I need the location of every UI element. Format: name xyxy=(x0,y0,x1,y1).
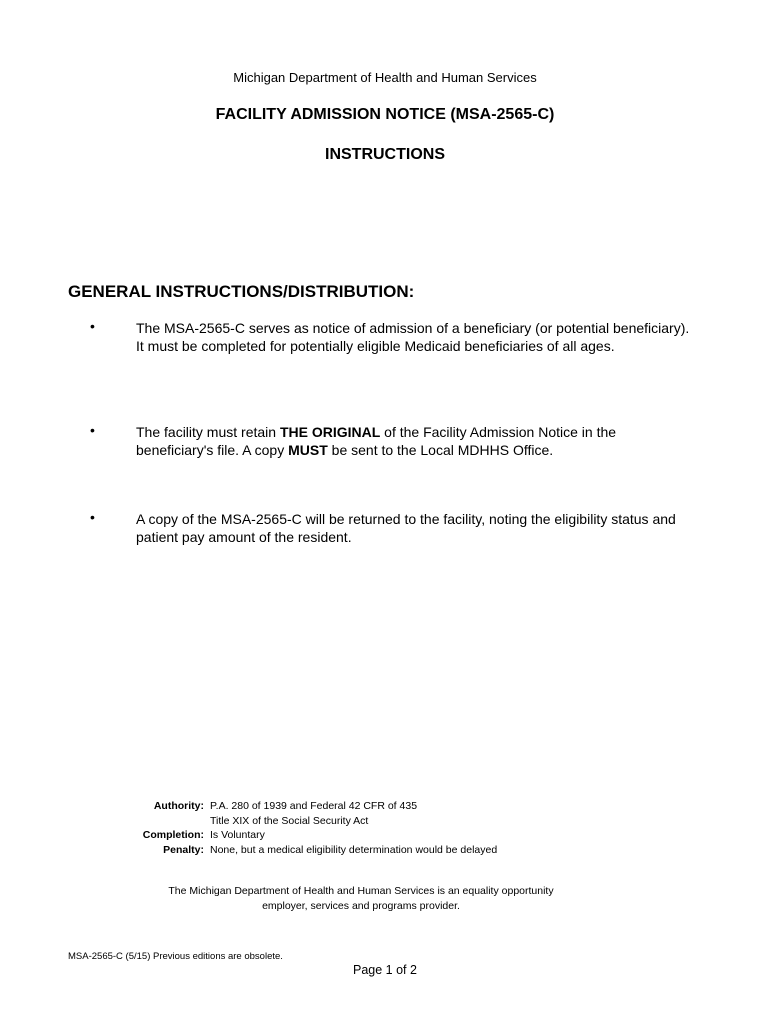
bullet-icon: • xyxy=(90,318,95,334)
completion-label: Completion: xyxy=(142,829,204,841)
authority-value-line2: Title XIX of the Social Security Act xyxy=(210,814,369,827)
instruction-item-3: A copy of the MSA-2565-C will be returned to the facility, noting the eligibility status and patient pay amount of the resident. xyxy=(136,511,676,545)
penalty-label: Penalty: xyxy=(163,843,204,856)
item-text: of the Facility Admission Notice in the beneficiary's file. A copy xyxy=(136,424,617,458)
section-heading: GENERAL INSTRUCTIONS/DISTRIBUTION: xyxy=(68,282,415,301)
equal-opportunity-line1: The Michigan Department of Health and Human Services is an equality opportunity xyxy=(168,885,554,897)
bullet-icon: • xyxy=(90,422,95,438)
bullet-icon: • xyxy=(90,509,95,525)
item-emphasis: THE ORIGINAL xyxy=(279,424,381,440)
form-title: FACILITY ADMISSION NOTICE (MSA-2565-C) xyxy=(215,106,555,123)
authority-value-line1: P.A. 280 of 1939 and Federal 42 CFR of 435 xyxy=(210,800,418,812)
form-id: MSA-2565-C (5/15) Previous editions are obsolete. xyxy=(68,951,283,962)
equal-opportunity-statement xyxy=(0,884,722,914)
instruction-item-2 xyxy=(136,423,696,459)
form-subtitle: INSTRUCTIONS xyxy=(325,146,445,163)
authority-label: Authority: xyxy=(153,800,204,812)
authority-block xyxy=(100,799,497,857)
equal-opportunity-line2: employer, services and programs provider. xyxy=(262,900,460,912)
item-emphasis: MUST xyxy=(288,442,328,458)
item-text: The facility must retain xyxy=(136,424,280,440)
page-number: Page 1 of 2 xyxy=(353,963,417,977)
completion-value: Is Voluntary xyxy=(210,829,265,841)
penalty-value: None, but a medical eligibility determination would be delayed xyxy=(210,843,498,856)
item-text: be sent to the Local MDHHS Office. xyxy=(327,442,554,458)
instruction-item-1: The MSA-2565-C serves as notice of admission of a beneficiary (or potential beneficiary). It must be completed for potentially eligible Medicaid beneficiaries of all ages. xyxy=(136,320,690,354)
agency-name: Michigan Department of Health and Human Services xyxy=(233,70,537,85)
